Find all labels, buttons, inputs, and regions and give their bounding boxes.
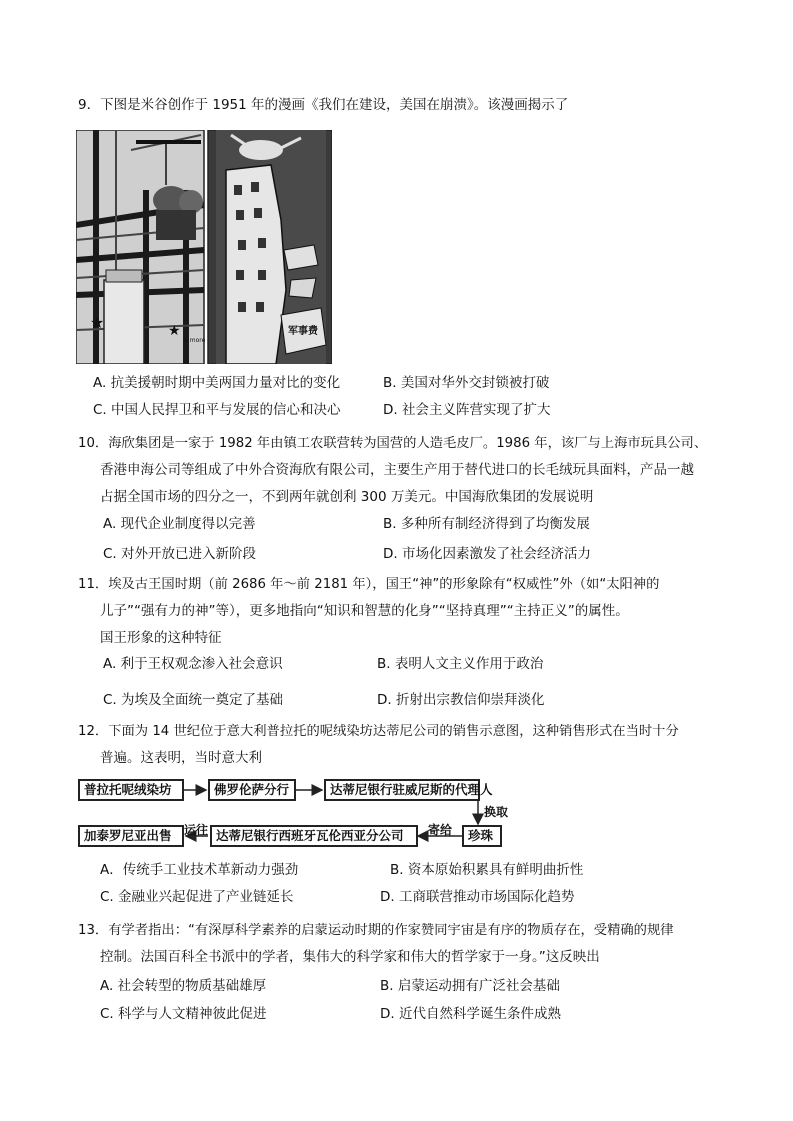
- question-10-stem: [78, 430, 728, 511]
- q9-option-a[interactable]: A. 抗美援朝时期中美两国力量对比的变化: [93, 375, 341, 391]
- q9-cartoon: [76, 130, 332, 364]
- q13-options-row-2: [100, 1002, 780, 1026]
- q12-line-2: 普遍。这表明，当时意大利: [100, 750, 262, 766]
- q13-line-1: 13．有学者指出：“有深厚科学素养的启蒙运动时期的作家赞同宇宙是有序的物质存在，受精确的规律: [78, 923, 674, 938]
- question-13-stem: [78, 917, 728, 971]
- q10-option-b[interactable]: B. 多种所有制经济得到了均衡发展: [383, 516, 590, 532]
- cartoon-left-label: 6 more: [184, 337, 206, 344]
- star-icon: ★: [90, 313, 105, 332]
- q11-option-d[interactable]: D. 折射出宗教信仰崇拜淡化: [377, 692, 545, 708]
- q12-option-d[interactable]: D. 工商联营推动市场国际化趋势: [380, 889, 575, 905]
- question-12-stem: [78, 718, 728, 772]
- q13-option-d[interactable]: D. 近代自然科学诞生条件成熟: [380, 1006, 561, 1022]
- q9-option-d[interactable]: D. 社会主义阵营实现了扩大: [383, 402, 551, 418]
- q11-option-b[interactable]: B. 表明人文主义作用于政治: [377, 656, 544, 672]
- flow-box-prato-workshop: 普拉托呢绒染坊: [78, 779, 184, 801]
- q12-options-row-1: [100, 858, 780, 882]
- question-9-stem: [78, 92, 718, 119]
- flow-box-florence-branch: 佛罗伦萨分行: [208, 779, 296, 801]
- q12-line-1: 12．下面为 14 世纪位于意大利普拉托的呢绒染坊达蒂尼公司的销售示意图，这种销售形式在当时十分: [78, 724, 679, 739]
- q9-stem-text: 9．下图是米谷创作于 1951 年的漫画《我们在建设，美国在崩溃》。该漫画揭示了: [78, 97, 569, 113]
- q11-line-2: 儿子”“强有力的神”等），更多地指向“知识和智慧的化身”“坚持真理”“主持正义”的属性。: [100, 603, 629, 619]
- q12-option-b[interactable]: B. 资本原始积累具有鲜明曲折性: [390, 862, 584, 878]
- flow-label-ship: 运往: [184, 823, 209, 837]
- flow-box-catalonia-sale: 加泰罗尼亚出售: [78, 825, 184, 847]
- flow-label-exchange: 换取: [484, 805, 509, 819]
- q10-line-1: 10．海欣集团是一家于 1982 年由镇工农联营转为国营的人造毛皮厂。1986 年，该厂与上海市玩具公司、: [78, 436, 708, 451]
- q11-line-1: 11．埃及古王国时期（前 2686 年～前 2181 年），国王“神”的形象除有“权威性”外（如“太阳神的: [78, 577, 660, 592]
- q9-option-c[interactable]: C. 中国人民捍卫和平与发展的信心和决心: [93, 402, 341, 418]
- q11-options-row-1: [103, 652, 783, 676]
- q13-option-b[interactable]: B. 启蒙运动拥有广泛社会基础: [380, 978, 560, 994]
- q10-line-3: 占据全国市场的四分之一，不到两年就创利 300 万美元。中国海欣集团的发展说明: [100, 489, 594, 505]
- q12-option-c[interactable]: C. 金融业兴起促进了产业链延长: [100, 889, 294, 905]
- q13-option-a[interactable]: A. 社会转型的物质基础雄厚: [100, 978, 267, 994]
- q12-option-a[interactable]: A．传统手工业技术革新动力强劲: [100, 862, 299, 878]
- q10-options-row-1: [103, 512, 783, 536]
- q11-option-a[interactable]: A. 利于王权观念渗入社会意识: [103, 656, 283, 672]
- flow-box-pearls: 珍珠: [462, 825, 502, 847]
- flow-box-valencia-branch: 达蒂尼银行西班牙瓦伦西亚分公司: [210, 825, 418, 847]
- q11-options-row-2: [103, 688, 783, 712]
- q12-options-row-2: [100, 885, 780, 909]
- cartoon-illustration: [76, 130, 332, 364]
- q9-option-b[interactable]: B. 美国对华外交封锁被打破: [383, 375, 550, 391]
- q11-option-c[interactable]: C. 为埃及全面统一奠定了基础: [103, 692, 284, 708]
- flow-label-send: 寄给: [428, 823, 453, 837]
- q13-line-2: 控制。法国百科全书派中的学者，集伟大的科学家和伟大的哲学家于一身。”这反映出: [100, 949, 600, 965]
- star-icon-2: ★: [168, 323, 181, 339]
- q10-option-d[interactable]: D. 市场化因素激发了社会经济活力: [383, 546, 591, 562]
- question-11-stem: [78, 571, 728, 652]
- q11-line-3: 国王形象的这种特征: [100, 630, 222, 646]
- q10-option-a[interactable]: A. 现代企业制度得以完善: [103, 516, 256, 532]
- q10-option-c[interactable]: C. 对外开放已进入新阶段: [103, 546, 257, 562]
- q13-options-row-1: [100, 974, 780, 998]
- q13-option-c[interactable]: C. 科学与人文精神彼此促进: [100, 1006, 267, 1022]
- q10-line-2: 香港申海公司等组成了中外合资海欣有限公司，主要生产用于替代进口的长毛绒玩具面料，产品一越: [100, 462, 694, 478]
- flow-box-venice-agent: 达蒂尼银行驻威尼斯的代理人: [324, 779, 480, 801]
- q9-options-row-2: [93, 398, 773, 422]
- q10-options-row-2: [103, 542, 783, 566]
- cartoon-right-label: 军事费: [288, 326, 318, 337]
- q9-options-row-1: [93, 371, 773, 395]
